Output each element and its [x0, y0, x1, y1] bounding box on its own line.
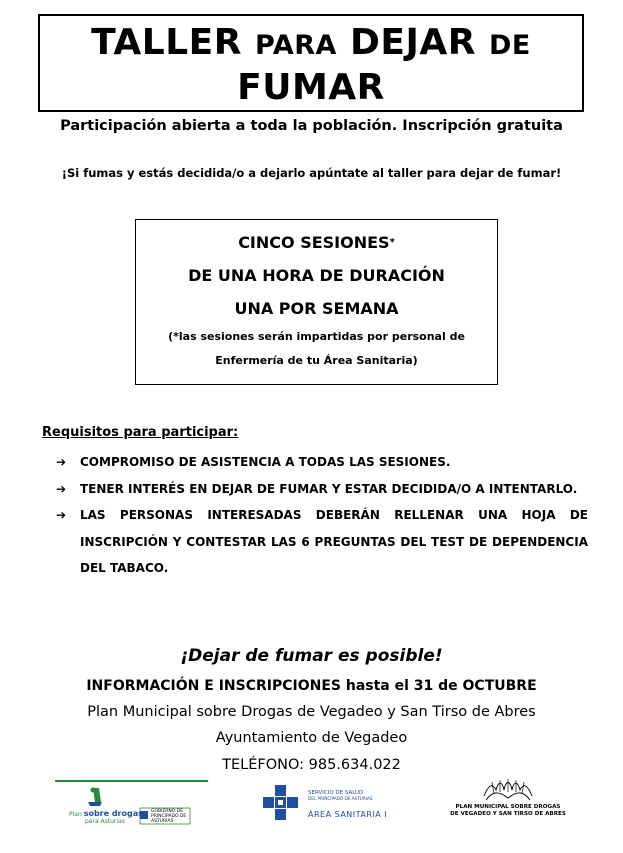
asturias-plan-text-b: sobre drogas: [83, 809, 143, 818]
arrow-right-icon: ➔: [56, 508, 67, 522]
plan-municipal-text-a: PLAN MUNICIPAL SOBRE DROGAS: [455, 804, 561, 810]
tagline: ¡Si fumas y estás decidida/o a dejarlo apúntate al taller para dejar de fumar!: [61, 166, 562, 180]
arrow-right-icon: ➔: [56, 481, 67, 496]
sessions-line-2: DE UNA HORA DE DURACIÓN: [188, 266, 445, 285]
info-registration: INFORMACIÓN E INSCRIPCIONES hasta el 31 de OCTUBRE: [86, 678, 537, 694]
sespa-text-b: DEL PRINCIPADO DE ASTURIAS: [308, 796, 373, 801]
title-box: [38, 14, 584, 112]
title-line-1: [40, 22, 582, 67]
sessions-box: [135, 219, 498, 385]
asturias-plan-text: [69, 810, 143, 825]
title-word-para: PARA: [255, 30, 337, 61]
hands-line-art-icon: [478, 776, 538, 804]
requirement-item-1: [56, 449, 588, 476]
sessions-note-2: Enfermería de tu Área Sanitaria): [215, 354, 418, 367]
sessions-line-3: UNA POR SEMANA: [234, 299, 399, 318]
requirement-text-1: COMPROMISO DE ASISTENCIA A TODAS LAS SESIONES.: [80, 455, 451, 469]
title-line-2: FUMAR: [237, 67, 385, 108]
requirements-list: [56, 449, 588, 582]
plan-municipal-logo: [442, 776, 574, 828]
sessions-footnote-mark: *: [389, 237, 395, 248]
requirement-item-2: [56, 476, 588, 503]
plan-name: Plan Municipal sobre Drogas de Vegadeo y San Tirso de Abres: [87, 704, 536, 720]
gobierno-text-a: GOBIERNO DE: [151, 809, 184, 814]
asturias-plan-text-c: para Asturias: [85, 818, 125, 825]
gobierno-text: [151, 809, 208, 824]
council-name: Ayuntamiento de Vegadeo: [215, 730, 408, 746]
gobierno-text-b: PRINCIPADO DE ASTURIAS: [151, 814, 187, 824]
sessions-note-1: (*las sesiones serán impartidas por personal de: [168, 330, 465, 343]
subtitle: Participación abierta a toda la población. Inscripción gratuita: [60, 118, 563, 134]
title-word-taller: TALLER: [91, 22, 242, 63]
sespa-area-text: ÁREA SANITARIA I: [308, 810, 388, 819]
asturias-plan-text-a: Plan: [69, 811, 82, 818]
title-word-de: DE: [488, 30, 531, 61]
sespa-text: [308, 790, 372, 802]
requirement-text-2: TENER INTERÉS EN DEJAR DE FUMAR Y ESTAR DECIDIDA/O A INTENTARLO.: [80, 481, 578, 496]
sespa-cross-icon: [262, 784, 300, 822]
sessions-line-1: [136, 226, 497, 259]
sessions-count: CINCO SESIONES: [238, 233, 390, 252]
phone-number: TELÉFONO: 985.634.022: [222, 757, 401, 773]
closing-headline: ¡Dejar de fumar es posible!: [180, 646, 443, 666]
requirements-title: Requisitos para participar:: [42, 425, 239, 440]
sespa-logo: [262, 784, 402, 824]
sespa-text-a: SERVICIO DE SALUD: [308, 790, 364, 796]
asturias-plan-logo: [55, 780, 208, 826]
title-word-dejar: DEJAR: [349, 22, 476, 63]
arrow-right-icon: ➔: [56, 455, 67, 469]
requirement-text-3: LAS PERSONAS INTERESADAS DEBERÁN RELLENAR UNA HOJA DE INSCRIPCIÓN Y CONTESTAR LAS 6 PREGUNTAS DEL TEST DE DEPENDENCIA DEL TABACO.: [80, 508, 588, 575]
requirement-item-3: [56, 502, 588, 582]
plan-municipal-text-b: DE VEGADEO Y SAN TIRSO DE ABRES: [450, 811, 566, 817]
